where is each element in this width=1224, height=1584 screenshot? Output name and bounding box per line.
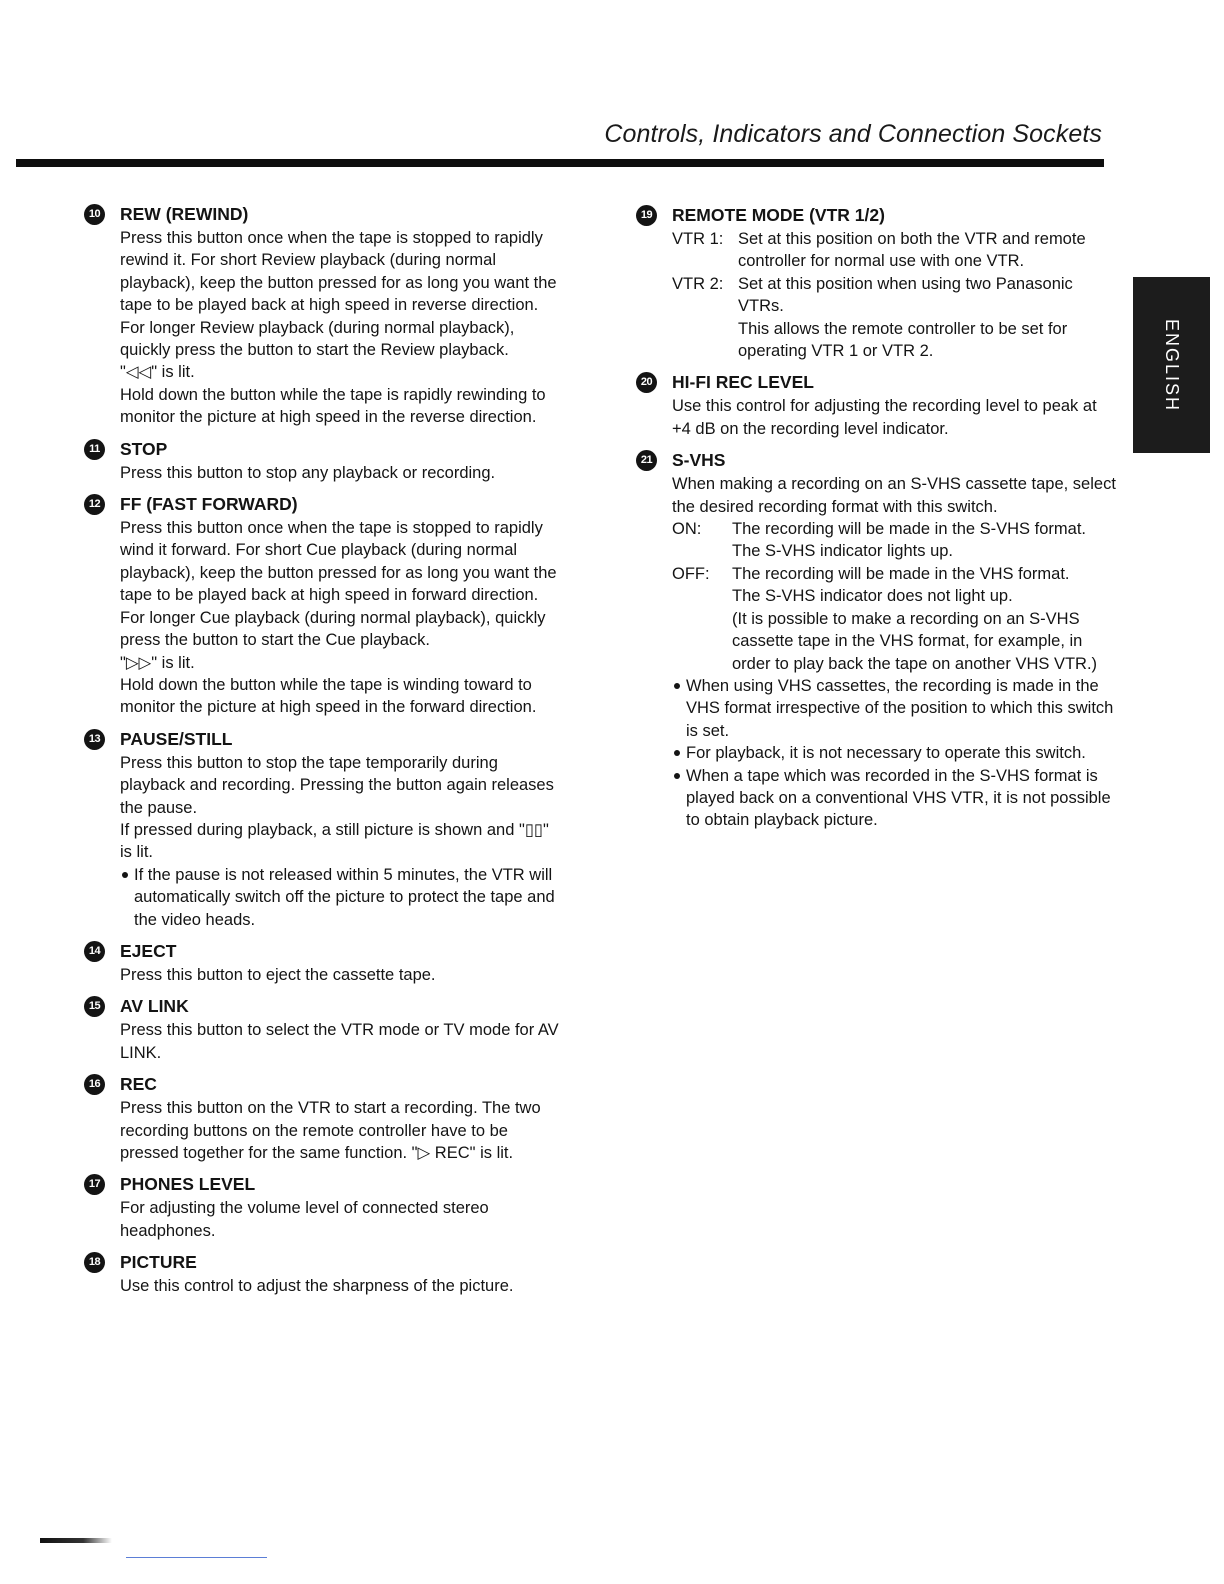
item-text: Press this button once when the tape is stopped to rapidly wind it forward. For short Cue playback (during normal playback), keep the button pressed for as long you want the tape to be played back at high speed in forward direction. For longer Cue playback (during normal playback), quickly press the button to start the Cue playback. [120,519,557,650]
item-text: Hold down the button while the tape is winding toward to monitor the picture at high speed in the forward direction. [120,675,537,717]
item-number-badge: 12 [84,494,105,515]
definition-text: Set at this position on both the VTR and remote controller for normal use with one VTR. [738,230,1086,271]
bullet-note: When a tape which was recorded in the S-VHS format is played back on a conventional VHS VTR, it is not possible to obtain playback picture. [672,765,1116,832]
item-number-badge: 21 [636,450,657,471]
definition-text-line: The S-VHS indicator does not light up. [732,587,1013,606]
page-header-title: Controls, Indicators and Connection Sockets [604,120,1102,148]
definition-vtr1 [672,228,1116,273]
definition-text-line: The recording will be made in the VHS format. [732,564,1070,583]
item-remote-mode [636,203,1116,362]
header-rule [16,159,1104,167]
item-title: PICTURE [120,1252,197,1273]
left-column [84,202,564,1306]
item-text: Hold down the button while the tape is rapidly rewinding to monitor the picture at high speed in the reverse direction. [120,385,546,427]
definition-term: VTR 2: [672,274,724,293]
item-title: PAUSE/STILL [120,728,233,749]
item-rew [84,202,564,429]
item-number-badge: 10 [84,204,105,225]
bullet-note: If the pause is not released within 5 minutes, the VTR will automatically switch off the picture to protect the tape and the video heads. [120,864,564,931]
item-text: For adjusting the volume level of connected stereo headphones. [120,1199,489,1240]
item-title: REMOTE MODE (VTR 1/2) [672,205,885,225]
scan-corner-mark [40,1538,112,1543]
definition-text-line: (It is possible to make a recording on an S-VHS cassette tape in the VHS format, for example, in order to play back the tape on another VHS VTR.) [732,609,1098,673]
item-text: Press this button to select the VTR mode or TV mode for AV LINK. [120,1021,559,1062]
item-number-badge: 16 [84,1074,105,1095]
item-eject [84,939,564,986]
bullet-note: When using VHS cassettes, the recording is made in the VHS format irrespective of the position to which this switch is set. [672,675,1116,742]
definition-term: OFF: [672,564,710,583]
item-picture [84,1250,564,1297]
item-text: Press this button on the VTR to start a recording. The two recording buttons on the remote controller have to be pressed together for the same function. "▷ REC" is lit. [120,1099,541,1162]
definition-on [672,518,1116,563]
item-text: Press this button to stop the tape temporarily during playback and recording. Pressing the button again releases the pause. [120,753,554,817]
item-number-badge: 20 [636,372,657,393]
item-number-badge: 18 [84,1252,105,1273]
item-text: Use this control for adjusting the recording level to peak at +4 dB on the recording level indicator. [672,397,1097,438]
definition-vtr2 [672,273,1116,363]
definition-text-line: The recording will be made in the S-VHS format. [732,520,1086,539]
item-text: "◁◁" is lit. [120,363,195,382]
item-stop [84,437,564,484]
item-text: "▷▷" is lit. [120,653,195,672]
definition-text-line: Set at this position when using two Panasonic VTRs. [738,274,1073,316]
item-hifi-rec-level [636,370,1116,440]
language-tab [1133,277,1210,453]
definition-text-line: The S-VHS indicator lights up. [732,542,954,561]
item-title: FF (FAST FORWARD) [120,494,298,515]
item-title: S-VHS [672,450,726,471]
item-title: STOP [120,438,168,459]
item-number-badge: 14 [84,941,105,962]
item-av-link [84,994,564,1064]
item-text: Press this button once when the tape is stopped to rapidly rewind it. For short Review playback (during normal playback), keep the button pressed for as long you want the tape to be played back at high speed in reverse direction. For longer Review playback (during normal playback), quickly press the button to start the Review playback. [120,229,557,360]
item-number-badge: 13 [84,729,105,750]
definition-text [732,518,1116,563]
item-number-badge: 11 [84,439,105,460]
item-title: PHONES LEVEL [120,1174,256,1195]
item-text: If pressed during playback, a still picture is shown and "▯▯" is lit. [120,820,549,862]
item-svhs [636,448,1116,832]
definition-term: ON: [672,520,702,539]
item-text: Press this button to stop any playback or recording. [120,463,496,482]
item-rec [84,1072,564,1164]
blue-rule [126,1557,267,1558]
item-text: Use this control to adjust the sharpness of the picture. [120,1277,514,1296]
item-text: Press this button to eject the cassette tape. [120,965,436,984]
definition-text [738,273,1116,363]
item-ff [84,492,564,719]
item-number-badge: 17 [84,1174,105,1195]
item-title: EJECT [120,940,177,961]
item-number-badge: 19 [636,205,657,226]
definition-text-line: This allows the remote controller to be set for operating VTR 1 or VTR 2. [738,319,1068,361]
definition-off [672,563,1116,675]
item-title: REW (REWIND) [120,204,249,224]
item-pause-still [84,727,564,931]
language-tab-label: ENGLISH [1162,318,1182,412]
item-title: REC [120,1074,157,1095]
right-column [636,203,1116,840]
item-title: HI-FI REC LEVEL [672,372,814,393]
item-title: AV LINK [120,996,189,1017]
bullet-note: For playback, it is not necessary to operate this switch. [672,742,1116,764]
item-text: When making a recording on an S-VHS cassette tape, select the desired recording format with this switch. [672,475,1116,516]
item-phones-level [84,1172,564,1242]
definition-term: VTR 1: [672,230,724,248]
item-number-badge: 15 [84,996,105,1017]
definition-text [732,563,1116,675]
